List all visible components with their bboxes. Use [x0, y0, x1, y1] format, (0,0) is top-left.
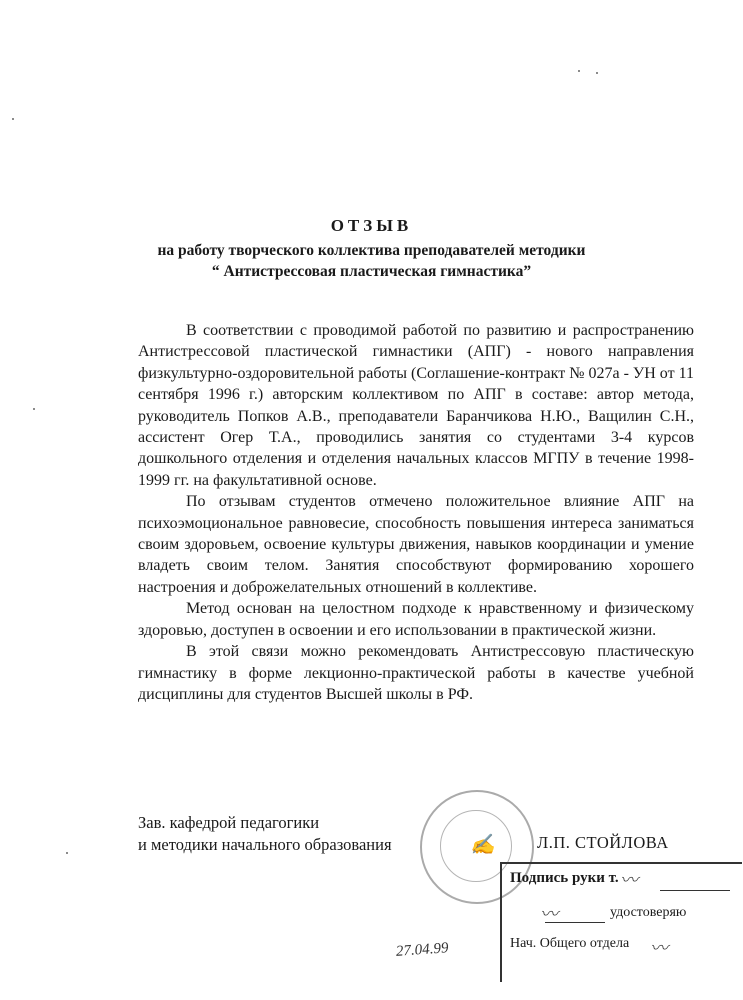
scan-speck	[66, 852, 68, 854]
handwritten-signature-icon: ✍	[470, 832, 495, 856]
document-subtitle	[0, 240, 743, 282]
paragraph-3: Метод основан на целостном подходе к нравственному и физическому здоровью, доступен в освоении и его использовании в практической жизни.	[138, 600, 694, 639]
paragraph-1: В соответствии с проводимой работой по развитию и распространению Антистрессовой пластической гимнастики (АПГ) - нового направления физкультурно-оздоровительной работы (Соглашение-контракт № 027а - УН от 11 сентября 1996 г.) авторским коллективом по АПГ в составе: автор метода, руководитель Попков А.В., преподаватели Баранчикова Н.Ю., Ващилин С.Н., ассистент Огер Т.А., проводились занятия со студентами 3-4 курсов дошкольного отделения и отделения начальных классов МГПУ в течение 1998-1999 гг. на факультативной основе.	[138, 322, 694, 489]
stamp-scribble-icon: 〰	[540, 904, 558, 925]
stamp-line-1: Подпись руки т.	[510, 870, 619, 886]
scan-speck	[596, 72, 598, 74]
subtitle-line-1: на работу творческого коллектива преподавателей методики	[157, 242, 586, 259]
paragraph-2: По отзывам студентов отмечено положительное влияние АПГ на психоэмоциональное равновесие, способность повышения интереса заниматься своим здоровьем, освоение культуры движения, навыков координации и умение владеть своим телом. Занятия способствуют формированию хорошего настроения и доброжелательных отношений в коллективе.	[138, 493, 694, 596]
stamp-handwriting-icon: 〰	[620, 870, 638, 891]
document-title: ОТЗЫВ	[330, 216, 413, 235]
document-body	[138, 320, 694, 705]
scan-speck	[12, 118, 14, 120]
signatory-name: Л.П. СТОЙЛОВА	[537, 833, 669, 852]
handwritten-date: 27.04.99	[395, 940, 449, 960]
signatory-position-line-2: и методики начального образования	[138, 835, 392, 854]
scan-speck	[578, 70, 580, 72]
subtitle-line-2: “ Антистрессовая пластическая гимнастика”	[211, 263, 532, 280]
scan-speck	[33, 408, 35, 410]
stamp-initials-icon: 〰	[650, 938, 668, 959]
stamp-line-2: удостоверяю	[610, 905, 687, 920]
stamp-line-3: Нач. Общего отдела	[510, 936, 630, 951]
stamp-signature-line	[660, 890, 730, 891]
paragraph-4: В этой связи можно рекомендовать Антистрессовую пластическую гимнастику в форме лекционно-практической работы в качестве учебной дисциплины для студентов Высшей школы в РФ.	[138, 643, 694, 703]
signatory-position-line-1: Зав. кафедрой педагогики	[138, 813, 320, 832]
